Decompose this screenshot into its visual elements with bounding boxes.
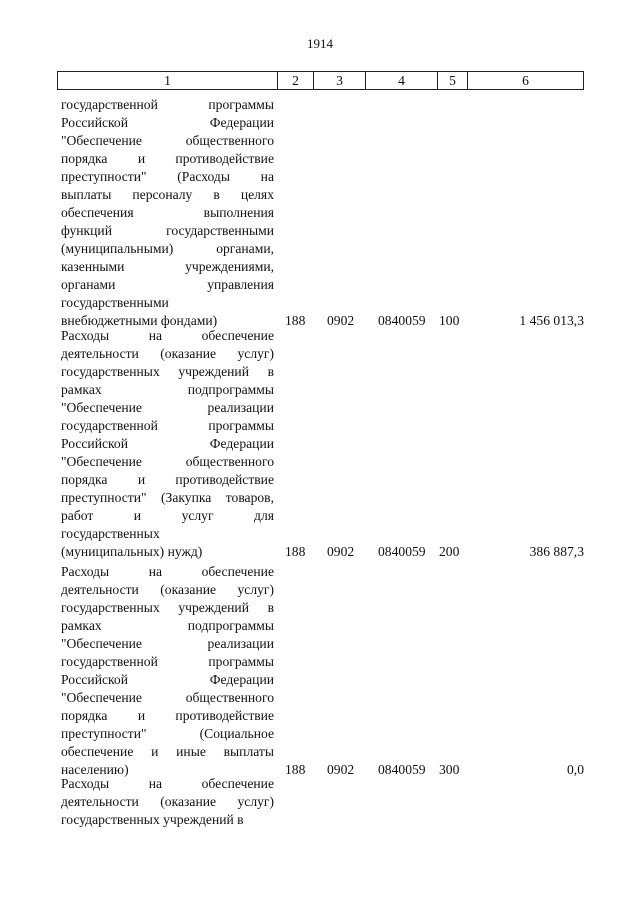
row-description (61, 563, 274, 779)
row-description (61, 775, 274, 829)
cell-c3: 0902 (327, 544, 355, 559)
description-line: государственными (61, 295, 169, 310)
description-line: (муниципальными) органами, (61, 241, 274, 256)
cell-c4: 0840059 (378, 544, 426, 559)
description-line: порядка и противодействие (61, 708, 274, 723)
description-line: государственных учреждений в (61, 600, 274, 615)
description-line: преступности" (Социальное (61, 726, 274, 741)
column-header-4: 4 (365, 72, 437, 89)
description-line: государственных (61, 526, 160, 541)
column-header-2: 2 (277, 72, 313, 89)
description-line: Российской Федерации (61, 115, 274, 130)
description-line: Расходы на обеспечение (61, 328, 274, 343)
description-line: Российской Федерации (61, 436, 274, 451)
description-line: государственной программы (61, 418, 274, 433)
description-line: деятельности (оказание услуг) (61, 582, 274, 597)
description-line: "Обеспечение общественного (61, 454, 274, 469)
column-header-6: 6 (467, 72, 583, 89)
description-line: обеспечение и иные выплаты (61, 744, 274, 759)
row-description (61, 96, 274, 330)
cell-c5: 100 (439, 313, 460, 328)
description-line: выплаты персоналу в целях (61, 187, 274, 202)
cell-c2: 188 (285, 762, 306, 777)
row-description (61, 327, 274, 561)
description-line: "Обеспечение общественного (61, 133, 274, 148)
column-header-5: 5 (437, 72, 467, 89)
description-line: казенными учреждениями, (61, 259, 274, 274)
column-header-1: 1 (164, 73, 171, 88)
description-line: деятельности (оказание услуг) (61, 346, 274, 361)
description-line: рамках подпрограммы (61, 618, 274, 633)
page-number: 1914 (307, 36, 333, 51)
description-line: Расходы на обеспечение (61, 564, 274, 579)
cell-c6: 0,0 (567, 762, 584, 777)
cell-c5: 300 (439, 762, 460, 777)
description-line: "Обеспечение реализации (61, 400, 274, 415)
cell-c3: 0902 (327, 313, 355, 328)
cell-c2: 188 (285, 544, 306, 559)
cell-c4: 0840059 (378, 313, 426, 328)
description-line: государственной программы (61, 654, 274, 669)
cell-c4: 0840059 (378, 762, 426, 777)
cell-c6: 1 456 013,3 (519, 313, 584, 328)
description-line: работ и услуг для (61, 508, 274, 523)
description-line: рамках подпрограммы (61, 382, 274, 397)
description-line: (муниципальных) нужд) (61, 544, 203, 559)
description-line: функций государственными (61, 223, 274, 238)
description-line: "Обеспечение реализации (61, 636, 274, 651)
description-line: порядка и противодействие (61, 151, 274, 166)
cell-c6: 386 887,3 (529, 544, 584, 559)
description-line: государственных учреждений в (61, 812, 244, 827)
cell-c3: 0902 (327, 762, 355, 777)
column-header-3: 3 (313, 72, 365, 89)
description-line: обеспечения выполнения (61, 205, 274, 220)
description-line: внебюджетными фондами) (61, 313, 218, 328)
description-line: Расходы на обеспечение (61, 776, 274, 791)
description-line: порядка и противодействие (61, 472, 274, 487)
description-line: населению) (61, 762, 129, 777)
cell-c2: 188 (285, 313, 306, 328)
description-line: государственных учреждений в (61, 364, 274, 379)
description-line: деятельности (оказание услуг) (61, 794, 274, 809)
description-line: государственной программы (61, 97, 274, 112)
description-line: "Обеспечение общественного (61, 690, 274, 705)
description-line: органами управления (61, 277, 274, 292)
description-line: преступности" (Закупка товаров, (61, 490, 274, 505)
description-line: преступности" (Расходы на (61, 169, 274, 184)
table-header-row (57, 71, 584, 90)
cell-c5: 200 (439, 544, 460, 559)
description-line: Российской Федерации (61, 672, 274, 687)
